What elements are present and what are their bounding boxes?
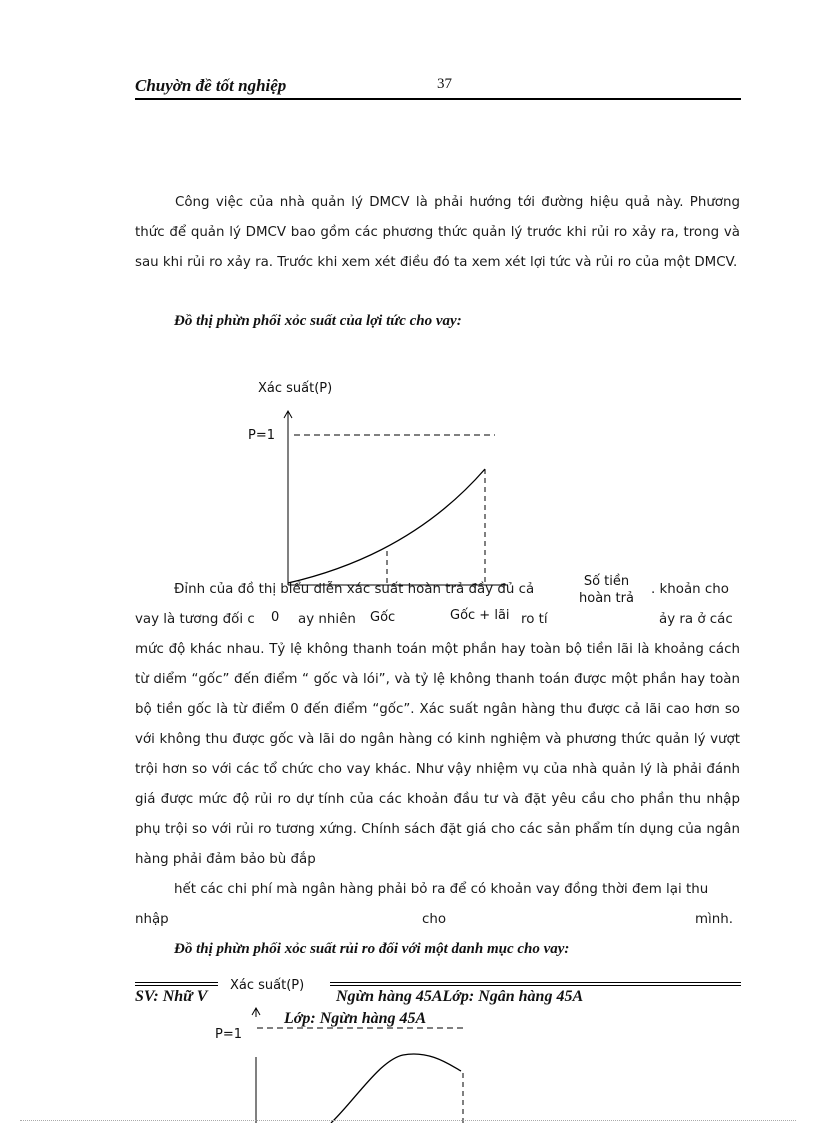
chart2-curve bbox=[331, 1054, 461, 1123]
paragraph-2-last-w1: nhập bbox=[135, 912, 169, 927]
paragraph-1 bbox=[135, 188, 740, 278]
paragraph-2-line1-start: Đỉnh của đồ thị biểu diễn xác suất hoàn trả đầy đủ cả bbox=[174, 582, 535, 597]
paragraph-2-line2-mid2: ro tí bbox=[521, 612, 548, 627]
chart1-y-label: Xác suất(P) bbox=[258, 381, 333, 396]
paragraph-2-line2-start: vay là tương đối c bbox=[135, 612, 255, 627]
caption-chart-2: Đồ thị phừn phối xỏc suất rủi ro đối với một danh mục cho vay: bbox=[174, 941, 570, 957]
chart1-x-label bbox=[577, 573, 636, 607]
paragraph-2-last-w2: cho bbox=[422, 912, 447, 927]
paragraph-2-indent-line: hết các chi phí mà ngân hàng phải bỏ ra để có khoản vay đồng thời đem lại thu bbox=[174, 882, 709, 897]
chart1-tick-zero: 0 bbox=[271, 610, 280, 625]
footer-class: Ngừn hàng 45ALớp: Ngân hàng 45A bbox=[336, 988, 584, 1005]
paragraph-2-rest-text: mức độ khác nhau. Tỷ lệ không thanh toán một phần hay toàn bộ tiền lãi là khoảng cách từ diểm “gốc” đến điểm “ gốc và lói”, và tỷ lệ không thanh toán được một phần hay toàn bộ tiền gốc là từ điểm 0 đến điểm “gốc”. Xác suất ngân hàng thu được cả lãi cao hơn so với không thu được gốc và lãi do ngân hàng có kinh nghiệm và phương thức quản lý vượt trội hơn so với các tổ chức cho vay khác. Như vậy nhiệm vụ của nhà quản lý là phải đánh giá được mức độ rủi ro dự tính của các khoản đầu tư và đặt yêu cầu cho phần thu nhập phụ trội so với rủi ro tương xứng. Chính sách đặt giá cho các sản phẩm tín dụng của ngân hàng phải đảm bảo bù đắp bbox=[135, 642, 740, 867]
footer-rule-top-left bbox=[135, 982, 218, 983]
chart1-tick-goc-lai: Gốc + lãi bbox=[450, 608, 510, 623]
chart1-x-label-line1: Số tiền bbox=[583, 574, 630, 589]
paragraph-2-rest bbox=[135, 635, 740, 875]
footer-rule-bottom-right bbox=[330, 985, 741, 986]
chart1-plot bbox=[280, 405, 510, 590]
paragraph-2-line2-mid: ay nhiên bbox=[298, 612, 356, 627]
paragraph-2-line1-end: . khoản cho bbox=[651, 582, 729, 597]
header-rule bbox=[135, 98, 741, 100]
chart1-tick-goc: Gốc bbox=[370, 610, 396, 625]
chart1-curve bbox=[288, 469, 485, 583]
footer-rule-bottom-left bbox=[135, 985, 218, 986]
footer-rule-top-right bbox=[330, 982, 741, 983]
caption-chart-1: Đồ thị phừn phối xỏc suất của lợi tức cho vay: bbox=[174, 313, 462, 329]
footer-student: SV: Nhữ V bbox=[135, 988, 208, 1005]
chart1-x-label-line2: hoàn trả bbox=[579, 591, 634, 606]
paragraph-2-last-w3: mình. bbox=[695, 912, 733, 927]
chart2-p1-label: P=1 bbox=[215, 1027, 243, 1042]
footer-class-line2: Lớp: Ngừn hàng 45A bbox=[284, 1010, 427, 1027]
chart2-plot bbox=[245, 1005, 475, 1123]
paragraph-1-text: Công việc của nhà quản lý DMCV là phải hướng tới đường hiệu quả này. Phương thức để quản lý DMCV bao gồm các phương thức quản lý trước khi rủi ro xảy ra, trong và sau khi rủi ro xảy ra. Trước khi xem xét điều đó ta xem xét lợi tức và rủi ro của một DMCV. bbox=[135, 195, 740, 270]
page-number: 37 bbox=[437, 76, 452, 92]
header-title: Chuyờn đề tốt nghiệp bbox=[135, 76, 287, 95]
chart2-y-label: Xác suất(P) bbox=[230, 978, 305, 993]
paragraph-2-line2-end: ảy ra ở các bbox=[659, 612, 733, 627]
chart1-p1-label: P=1 bbox=[248, 428, 276, 443]
page-bottom-border bbox=[20, 1120, 796, 1121]
